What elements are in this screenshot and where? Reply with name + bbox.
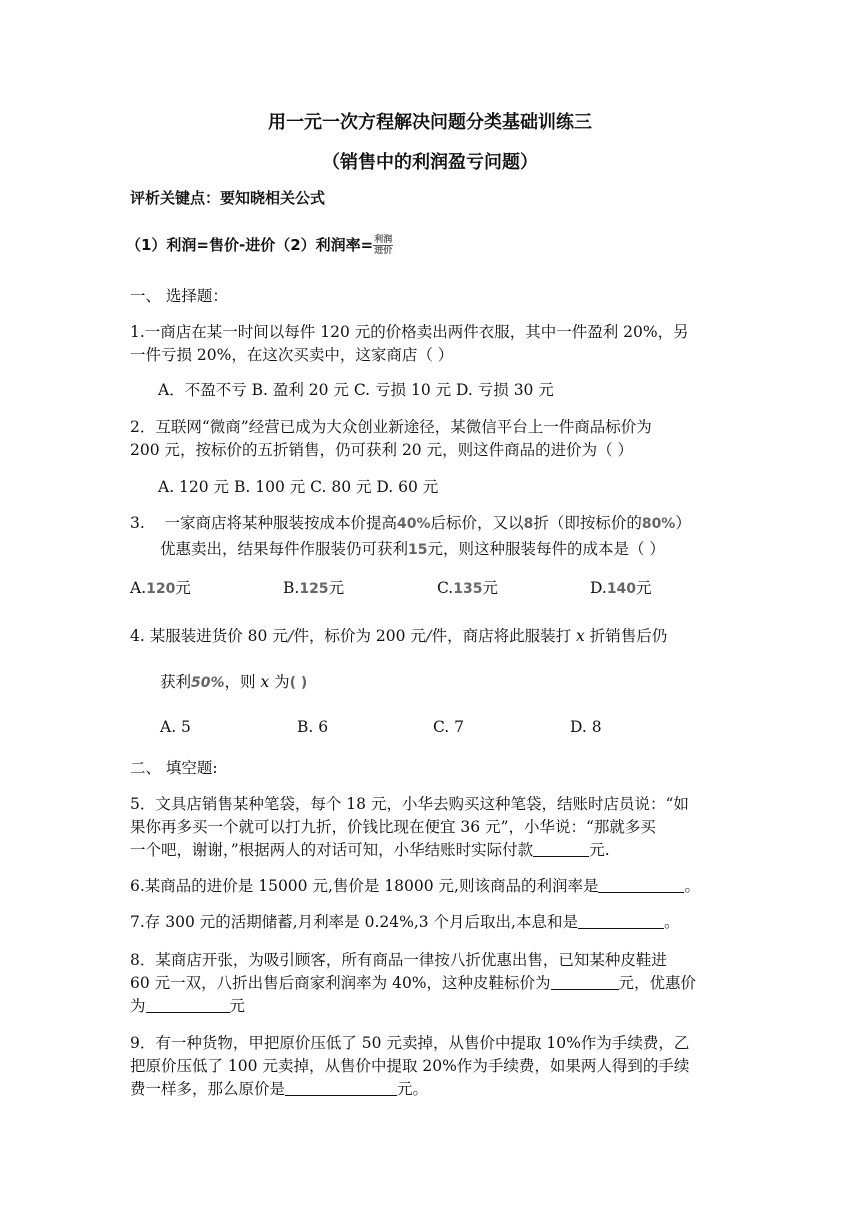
q5-line3: [130, 838, 610, 862]
q2-options: A. 120 元 B. 100 元 C. 80 元 D. 60 元: [158, 478, 439, 496]
q3-number: 3.: [130, 514, 145, 532]
page-subtitle: （销售中的利润盈亏问题）: [322, 152, 538, 173]
q4-value-50: 50%: [191, 675, 225, 691]
q4-option-d: D. 8: [570, 718, 602, 736]
q9-answer-blank[interactable]: [285, 1077, 397, 1096]
q4-text-b: 件，标价为 200 元: [293, 627, 426, 645]
q3-line1: [130, 511, 691, 536]
q3-option-c-value: 135: [453, 581, 483, 597]
q4-variable-x-2: x: [260, 673, 270, 691]
q5-line1: 5．文具店销售某种笔袋，每个 18 元，小华去购买这种笔袋，结账时店员说：“如: [130, 795, 689, 813]
formula-line: [126, 233, 393, 257]
q3-value-40: 40%: [397, 516, 431, 532]
q5-unit: 元.: [589, 841, 610, 859]
q3-option-c-unit: 元: [482, 579, 498, 597]
q3-option-b-unit: 元: [328, 579, 345, 597]
q4-answer-paren: ( ): [289, 675, 308, 691]
q6-end: 。: [684, 877, 700, 895]
q9-line3: [130, 1077, 428, 1101]
q8-text-c: 为: [130, 997, 146, 1015]
q1-options: A．不盈不亏 B. 盈利 20 元 C. 亏损 10 元 D. 亏损 30 元: [158, 381, 554, 399]
q4-variable-x: x: [576, 627, 585, 645]
fraction-denominator: 进价: [374, 246, 393, 256]
page-title: 用一元一次方程解决问题分类基础训练三: [268, 112, 592, 133]
q3-value-15: 15: [408, 542, 428, 558]
q8-text-d: 元: [229, 997, 246, 1015]
q3-option-d-unit: 元: [636, 579, 652, 597]
q5-text: 一个吧，谢谢，”根据两人的对话可知，小华结账时实际付款: [130, 841, 534, 859]
section-heading-choice: 一、 选择题：: [130, 287, 228, 305]
q3-option-a-unit: 元: [175, 579, 191, 597]
section-heading-fill: 二、 填空题:: [130, 759, 218, 777]
q4-text-c: 件，商店将此服装打: [431, 627, 577, 645]
q3-option-c-label: C.: [437, 579, 454, 597]
q8-line2: [130, 971, 696, 995]
q9-text: 费一样多，那么原价是: [130, 1080, 286, 1098]
q3-text-a: 一家商店将某种服装按成本价提高: [164, 514, 398, 532]
q1-line2: 一件亏损 20%，在这次买卖中，这家商店（ ）: [130, 346, 454, 364]
q8-answer-blank-2[interactable]: [146, 994, 230, 1013]
q4-text-a: 4. 某服装进货价 80 元: [130, 627, 288, 645]
q3-option-b-value: 125: [299, 581, 329, 597]
fraction-numerator: 利润: [374, 235, 393, 245]
q3-text-f: 元，则这种服装每件的成本是（ ）: [427, 540, 665, 558]
q4-text-g: 为: [269, 673, 290, 691]
q2-line2: 200 元，按标价的五折销售，仍可获利 20 元，则这件商品的进价为（ ）: [130, 441, 634, 459]
q9-unit: 元。: [397, 1080, 429, 1098]
q8-text-b: 元，优惠价: [618, 974, 697, 992]
q3-option-d-label: D.: [590, 579, 607, 597]
q3-value-8: 8: [523, 516, 534, 532]
q5-line2: 果你再多买一个就可以打九折，价钱比现在便宜 36 元”，小华说：“那就多买: [130, 818, 656, 836]
formula-text: （1）利润=售价-进价（2）利润率=: [126, 236, 374, 254]
q4-slash-2: /: [424, 626, 434, 645]
q3-option-a-label: A.: [130, 579, 147, 597]
q3-option-d-value: 140: [606, 581, 637, 597]
q3-text-c: 折（即按标价的: [533, 514, 642, 532]
q4-option-a: A. 5: [160, 718, 191, 736]
q4-slash-1: /: [285, 626, 296, 645]
q8-answer-blank-1[interactable]: [551, 971, 619, 990]
q4-line1: [130, 624, 667, 648]
q3-option-b-label: B.: [283, 579, 300, 597]
q3-option-c: [437, 576, 498, 598]
q6-line: [130, 874, 700, 898]
q6-text: 6.某商品的进价是 15000 元,售价是 18000 元,则该商品的利润率是: [130, 877, 599, 895]
q7-line: [130, 910, 679, 934]
q3-option-a-value: 120: [146, 581, 176, 597]
q3-option-d: [590, 576, 652, 598]
q6-answer-blank[interactable]: [598, 874, 684, 893]
q4-text-f: ，则: [224, 673, 261, 691]
q3-option-b: [283, 576, 344, 598]
q7-text: 7.存 300 元的活期储蓄,月利率是 0.24%,3 个月后取出,本息和是: [130, 913, 578, 931]
q4-option-b: B. 6: [297, 718, 329, 736]
profit-rate-fraction: [373, 235, 393, 256]
key-point: 评析关键点：要知晓相关公式: [130, 189, 326, 207]
q3-text-e: 优惠卖出，结果每件作服装仍可获利: [160, 540, 409, 558]
q8-line3: [130, 994, 245, 1018]
q4-line2: [160, 670, 307, 695]
q4-text-e: 获利: [160, 673, 192, 691]
q3-option-a: [130, 576, 191, 598]
q3-text-d: ）: [675, 514, 691, 532]
q7-answer-blank[interactable]: [578, 910, 664, 929]
q8-text-a: 60 元一双，八折出售后商家利润率为 40%，这种皮鞋标价为: [130, 974, 551, 992]
q9-line1: 9．有一种货物，甲把原价压低了 50 元卖掉，从售价中提取 10%作为手续费，乙: [130, 1034, 690, 1052]
q4-text-d: 折销售后仍: [584, 627, 668, 645]
q7-end: 。: [663, 913, 680, 931]
q3-value-80: 80%: [641, 516, 676, 532]
q5-answer-blank[interactable]: [533, 838, 589, 857]
q4-option-c: C. 7: [433, 718, 465, 736]
q3-line2: [160, 537, 665, 562]
q8-line1: 8．某商店开张，为吸引顾客，所有商品一律按八折优惠出售，已知某种皮鞋进: [130, 951, 667, 969]
q2-line1: 2．互联网“微商”经营已成为大众创业新途径，某微信平台上一件商品标价为: [130, 418, 652, 436]
q9-line2: 把原价压低了 100 元卖掉，从售价中提取 20%作为手续费，如果两人得到的手续: [130, 1057, 690, 1075]
q1-line1: 1.一商店在某一时间以每件 120 元的价格卖出两件衣服，其中一件盈利 20%，另: [130, 323, 689, 341]
q3-text-b: 后标价，又以: [430, 514, 524, 532]
